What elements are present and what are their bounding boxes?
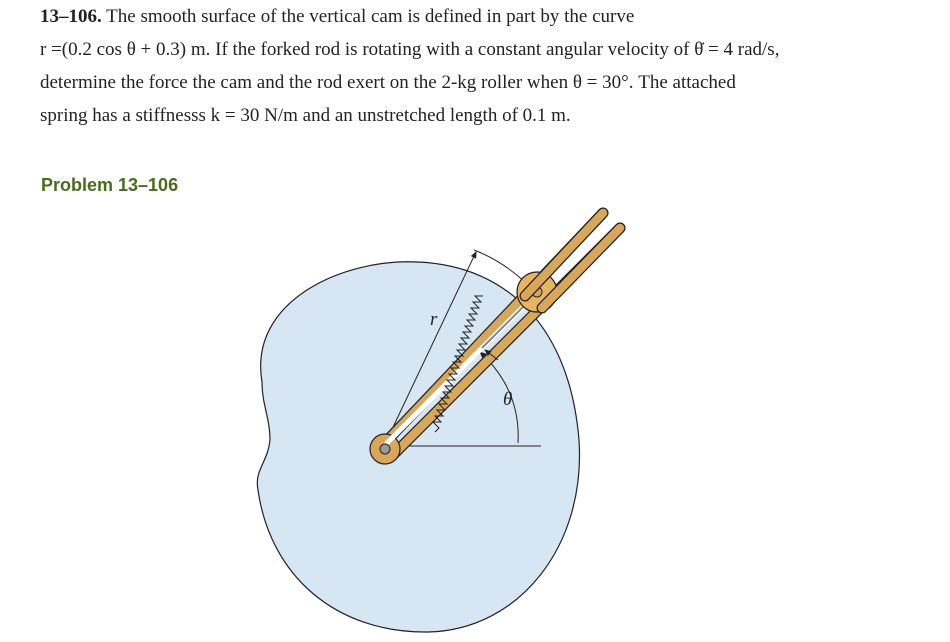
problem-line-2: r =(0.2 cos θ + 0.3) m. If the forked rod is rotating with a constant angular velocity of θ̇ = 4 rad/s, [40,39,780,60]
problem-number: 13–106. [40,6,102,27]
problem-line-4: spring has a stiffnesss k = 30 N/m and an unstretched length of 0.1 m. [40,105,571,126]
theta-label: θ [503,389,513,410]
problem-caption: Problem 13–106 [41,175,179,195]
problem-line-1-text: The smooth surface of the vertical cam is defined in part by the curve [101,6,635,27]
problem-line-3: determine the force the cam and the rod exert on the 2-kg roller when θ = 30°. The attached [40,72,736,93]
radius-label: r [430,309,438,330]
pivot-pin [380,444,390,454]
